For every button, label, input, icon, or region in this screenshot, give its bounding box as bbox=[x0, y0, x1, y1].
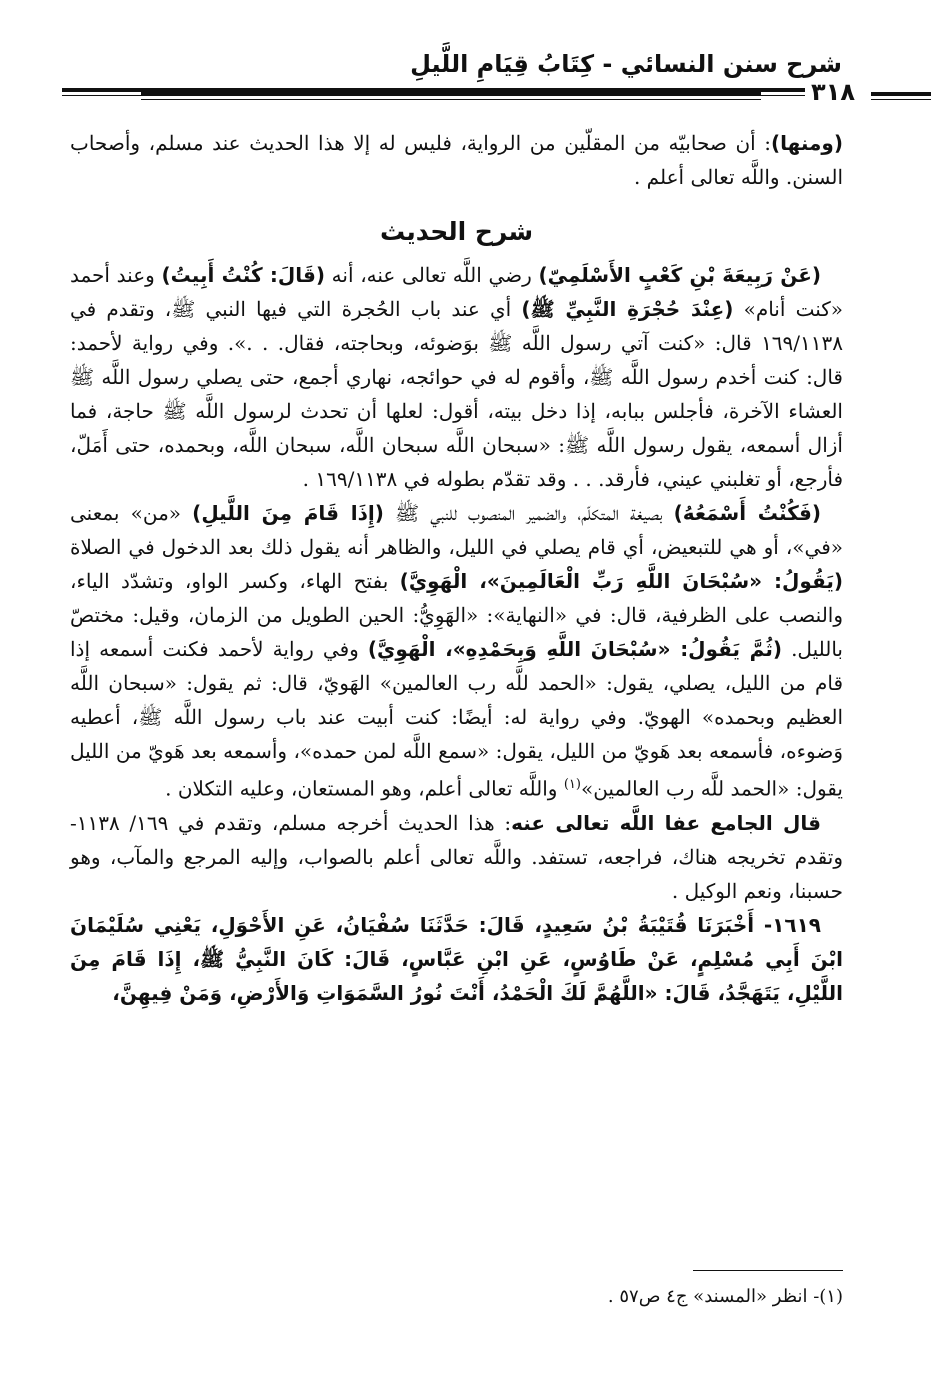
hadith-phrase: (فَكُنْتُ أَسْمَعُهُ) bbox=[673, 501, 821, 525]
page-number: ٣١٨ bbox=[805, 78, 861, 106]
text-run: أي عند باب الحُجرة التي فيها النبي ﷺ، وتقدم في ١٦٩/١١٣٨ قال: «كنت آتي رسول اللَّه ﷺ بوَضوئه، وبحاجته، فقال. . .». وفي رواية لأحمد: قال: كنت أخدم رسول اللَّه ﷺ، وأقوم له في حوائجه، نهاري أجمع، حتى يصلي رسول اللَّه ﷺ العشاء الآخرة، فأجلس ببابه، إذا دخل بيته، أقول: لعلها أن تحدث لرسول اللَّه ﷺ حاجة، فما أزال أسمعه، يقول رسول اللَّه ﷺ: «سبحان اللَّه سبحان اللَّه، سبحان اللَّه، وبحمده، حتى أَمَلّ، فأرجع، أو تغلبني عيني، فأرقد. . . وقد تقدّم بطوله في ١٦٩/١١٣٨ . bbox=[70, 297, 843, 491]
text-run: وفي رواية لأحمد فكنت أسمعه إذا قام من الليل، يصلي، يقول: «الحمد للَّه رب العالمين» الهَويّ، قال: ثم يقول: «سبحان اللَّه العظيم وبحمده» الهويّ. وفي رواية له: أيضًا: كنت أبيت عند باب رسول اللَّه ﷺ، أعطيه وَضوءه، فأسمعه بعد هَويّ من الليل، يقول: «سمع اللَّه لمن حمده»، وأسمعه بعد هَويّ من الليل يقول: «الحمد للَّه رب العالمين» bbox=[70, 637, 844, 801]
page-number-bar bbox=[141, 78, 931, 108]
hadith-phrase: (إِذَا قَامَ مِنَ اللَّيلِ) bbox=[192, 501, 384, 525]
page-number-rule-right bbox=[871, 92, 931, 96]
hadith-phrase: (عِنْدَ حُجْرَةِ النَّبِيِّ ﷺ) bbox=[521, 297, 734, 321]
commentary-paragraph-1 bbox=[70, 258, 843, 496]
page-body bbox=[70, 126, 843, 1010]
commentary-paragraph-2 bbox=[70, 496, 843, 806]
page-number-rule-left-thin bbox=[141, 99, 761, 100]
compiler-note-lead: قال الجامع عفا اللَّه تعالى عنه bbox=[511, 810, 821, 835]
page-number-rule-right-thin bbox=[871, 99, 931, 100]
text-run: : هذا الحديث أخرجه مسلم، وتقدم في ١٦٩/ ١١٣٨- وتقدم تخريجه هناك، فراجعه، تستفد. واللَّه تعالى أعلم بالصواب، وإليه المرجع والمآب، وهو حسبنا، ونعم الوكيل . bbox=[70, 810, 843, 903]
header-title: شرح سنن النسائي - كِتَابُ قِيَامِ اللَّيلِ bbox=[410, 50, 842, 78]
section-heading: شرح الحديث bbox=[379, 217, 534, 246]
text-run: واللَّه تعالى أعلم، وهو المستعان، وعليه التكلان . bbox=[165, 776, 564, 801]
intro-paragraph bbox=[70, 126, 843, 194]
hadith-1619: ١٦١٩- أَخْبَرَنَا قُتَيْبَةُ بْنُ سَعِيدٍ، قَالَ: حَدَّثَنَا سُفْيَانُ، عَنِ الأَحْوَلِ، يَعْنِي سُلَيْمَانَ ابْنَ أَبِي مُسْلِمٍ، عَنْ طَاوُسٍ، عَنِ ابْنِ عَبَّاسٍ، قَالَ: كَانَ النَّبِيُّ ﷺ، إِذَا قَامَ مِنَ اللَّيْلِ، يَتَهَجَّدُ، قَالَ: «اللَّهُمَّ لَكَ الْحَمْدُ، أَنْتَ نُورُ السَّمَوَاتِ وَالأَرْضِ، وَمَنْ فِيهِنَّ، bbox=[70, 912, 843, 1005]
commentary-paragraph-3 bbox=[70, 806, 843, 908]
footnote-reference[interactable]: (١) bbox=[563, 777, 581, 792]
text-run: وعند أحمد «كنت أنام» bbox=[70, 263, 843, 321]
intro-text: : أن صحابيّه من المقلّين من الرواية، فليس له إلا هذا الحديث عند مسلم، وأصحاب السنن. واللَّه تعالى أعلم . bbox=[70, 131, 843, 189]
hadith-phrase: (ثُمَّ يَقُولُ: «سُبْحَانَ اللَّهِ وَبِحَمْدِهِ»، الْهَوِيَّ) bbox=[367, 637, 782, 661]
hadith-phrase: (قَالَ: كُنْتُ أَبِيتُ) bbox=[161, 263, 325, 287]
text-run: رضي اللَّه تعالى عنه، أنه bbox=[324, 263, 539, 287]
page-number-rule-left bbox=[141, 92, 761, 96]
narrator-phrase: (عَنْ رَبِيعَةَ بْنِ كَعْبٍ الأَسْلَمِيّ) bbox=[538, 263, 821, 287]
text-run: بصيغة المتكلّم، والضمير المنصوب للنبي ﷺ bbox=[383, 501, 674, 525]
footnote: (١)- انظر «المسند» ج٤ ص٥٧ . bbox=[607, 1286, 843, 1307]
text-run: بفتح الهاء، وكسر الواو، وتشدّد الياء، والنصب على الظرفية، قال: في «النهاية»: «الهَوِيُّ: الحين الطويل من الزمان، وقيل: مختصّ بالليل. bbox=[70, 569, 843, 661]
text-run: «من» بمعنى «في»، أو هي للتبعيض، أي قام يصلي في الليل، والظاهر أنه يقول ذلك بعد الدخول في الصلاة bbox=[70, 501, 843, 559]
footnote-separator bbox=[693, 1270, 843, 1271]
intro-lead: (ومنها) bbox=[771, 131, 843, 155]
hadith-phrase: (يَقُولُ: «سُبْحَانَ اللَّهِ رَبِّ الْعَالَمِينَ»، الْهَوِيَّ) bbox=[399, 569, 843, 593]
